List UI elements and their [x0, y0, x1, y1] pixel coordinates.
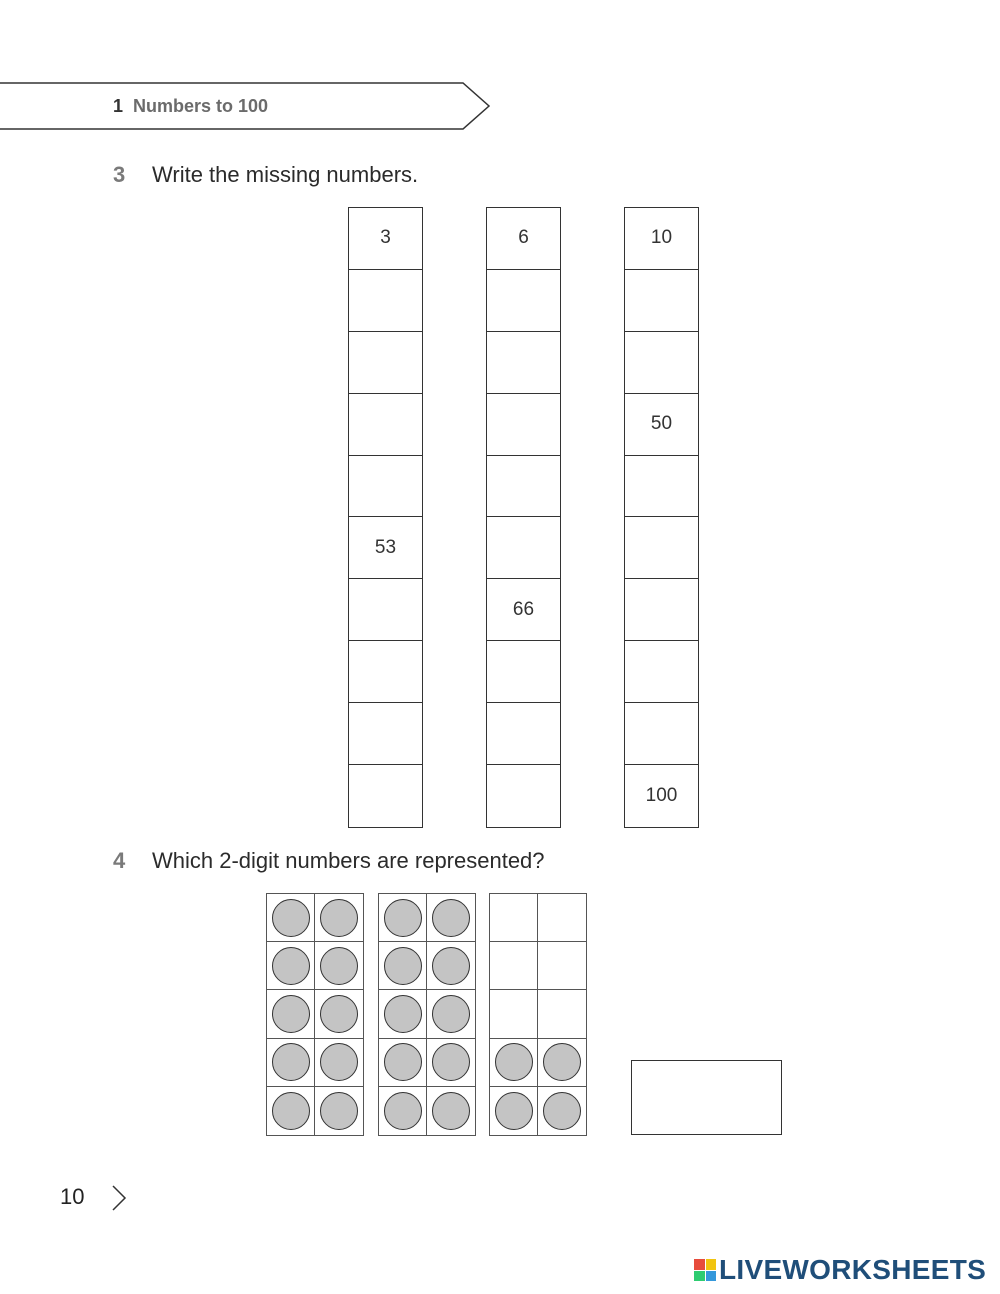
counter-dot [320, 1092, 358, 1130]
ten-frame-cell [538, 990, 586, 1038]
missing-number-input[interactable] [487, 394, 560, 456]
counter-dot [495, 1043, 533, 1081]
ten-frame-cell [315, 942, 363, 990]
ten-frame-cell [379, 1087, 427, 1135]
ten-frame-cell [538, 1087, 586, 1135]
counter-dot [432, 947, 470, 985]
missing-number-input[interactable] [625, 703, 698, 765]
counter-dot [320, 995, 358, 1033]
ten-frame-3 [489, 893, 587, 1136]
ten-frame-cell [315, 990, 363, 1038]
missing-number-input[interactable] [625, 641, 698, 703]
ten-frame-cell [379, 942, 427, 990]
counter-dot [272, 1092, 310, 1130]
counter-dot [432, 1043, 470, 1081]
given-number-cell: 3 [349, 208, 422, 270]
missing-number-input[interactable] [487, 641, 560, 703]
ten-frame-cell [267, 990, 315, 1038]
missing-number-input[interactable] [349, 270, 422, 332]
ten-frame-1 [266, 893, 364, 1136]
missing-number-input[interactable] [487, 456, 560, 518]
counter-dot [384, 947, 422, 985]
missing-number-input[interactable] [349, 579, 422, 641]
ten-frame-cell [267, 1039, 315, 1087]
ten-frame-cell [538, 894, 586, 942]
ten-frame-cell [490, 894, 538, 942]
missing-number-input[interactable] [349, 641, 422, 703]
answer-box[interactable] [631, 1060, 782, 1135]
chevron-right-icon [110, 1184, 128, 1212]
given-number-cell: 10 [625, 208, 698, 270]
ten-frame-cell [490, 1087, 538, 1135]
counter-dot [432, 899, 470, 937]
missing-number-input[interactable] [625, 517, 698, 579]
missing-number-input[interactable] [487, 332, 560, 394]
missing-number-input[interactable] [349, 703, 422, 765]
ten-frame-cell [490, 990, 538, 1038]
page-number: 10 [60, 1184, 85, 1209]
ten-frame-cell [427, 1039, 475, 1087]
brand-logo [694, 1255, 986, 1285]
counter-dot [432, 995, 470, 1033]
missing-number-input[interactable] [487, 270, 560, 332]
given-number-cell: 66 [487, 579, 560, 641]
missing-number-input[interactable] [487, 517, 560, 579]
missing-number-input[interactable] [487, 703, 560, 765]
unit-title: Numbers to 100 [133, 96, 269, 116]
counter-dot [384, 995, 422, 1033]
ten-frame-cell [538, 942, 586, 990]
missing-number-input[interactable] [625, 456, 698, 518]
ten-frame-cell [490, 942, 538, 990]
counter-dot [272, 947, 310, 985]
ten-frame-cell [379, 990, 427, 1038]
counter-dot [384, 899, 422, 937]
number-column-2 [486, 207, 561, 828]
counter-dot [543, 1092, 581, 1130]
given-number-cell: 50 [625, 394, 698, 456]
question-3-number: 3 [113, 162, 126, 187]
question-4-number: 4 [113, 848, 126, 873]
ten-frame-cell [379, 894, 427, 942]
missing-number-input[interactable] [625, 332, 698, 394]
missing-number-input[interactable] [487, 765, 560, 827]
ten-frame-cell [427, 894, 475, 942]
ten-frame-cell [267, 894, 315, 942]
ten-frame-cell [379, 1039, 427, 1087]
missing-number-input[interactable] [349, 456, 422, 518]
given-number-cell: 53 [349, 517, 422, 579]
liveworksheets-logo-icon [694, 1259, 716, 1281]
ten-frame-cell [427, 942, 475, 990]
ten-frame-cell [315, 1087, 363, 1135]
given-number-cell: 6 [487, 208, 560, 270]
number-column-1 [348, 207, 423, 828]
ten-frame-cell [427, 990, 475, 1038]
missing-number-input[interactable] [349, 765, 422, 827]
ten-frame-cell [315, 894, 363, 942]
counter-dot [432, 1092, 470, 1130]
ten-frame-cell [267, 1087, 315, 1135]
missing-number-input[interactable] [625, 579, 698, 641]
counter-dot [384, 1092, 422, 1130]
counter-dot [272, 995, 310, 1033]
counter-dot [543, 1043, 581, 1081]
number-column-3 [624, 207, 699, 828]
unit-number: 1 [113, 96, 124, 116]
missing-number-input[interactable] [625, 270, 698, 332]
counter-dot [384, 1043, 422, 1081]
given-number-cell: 100 [645, 784, 678, 806]
counter-dot [272, 1043, 310, 1081]
ten-frame-cell [538, 1039, 586, 1087]
counter-dot [320, 1043, 358, 1081]
missing-number-input[interactable] [349, 394, 422, 456]
ten-frame-cell [267, 942, 315, 990]
counter-dot [272, 899, 310, 937]
ten-frame-cell [427, 1087, 475, 1135]
counter-dot [495, 1092, 533, 1130]
counter-dot [320, 947, 358, 985]
counter-dot [320, 899, 358, 937]
ten-frame-2 [378, 893, 476, 1136]
brand-name: LIVEWORKSHEETS [719, 1254, 987, 1285]
ten-frame-cell [315, 1039, 363, 1087]
question-4-prompt: Which 2-digit numbers are represented? [152, 848, 545, 873]
question-3-prompt: Write the missing numbers. [152, 162, 419, 187]
missing-number-input[interactable] [349, 332, 422, 394]
ten-frame-cell [490, 1039, 538, 1087]
